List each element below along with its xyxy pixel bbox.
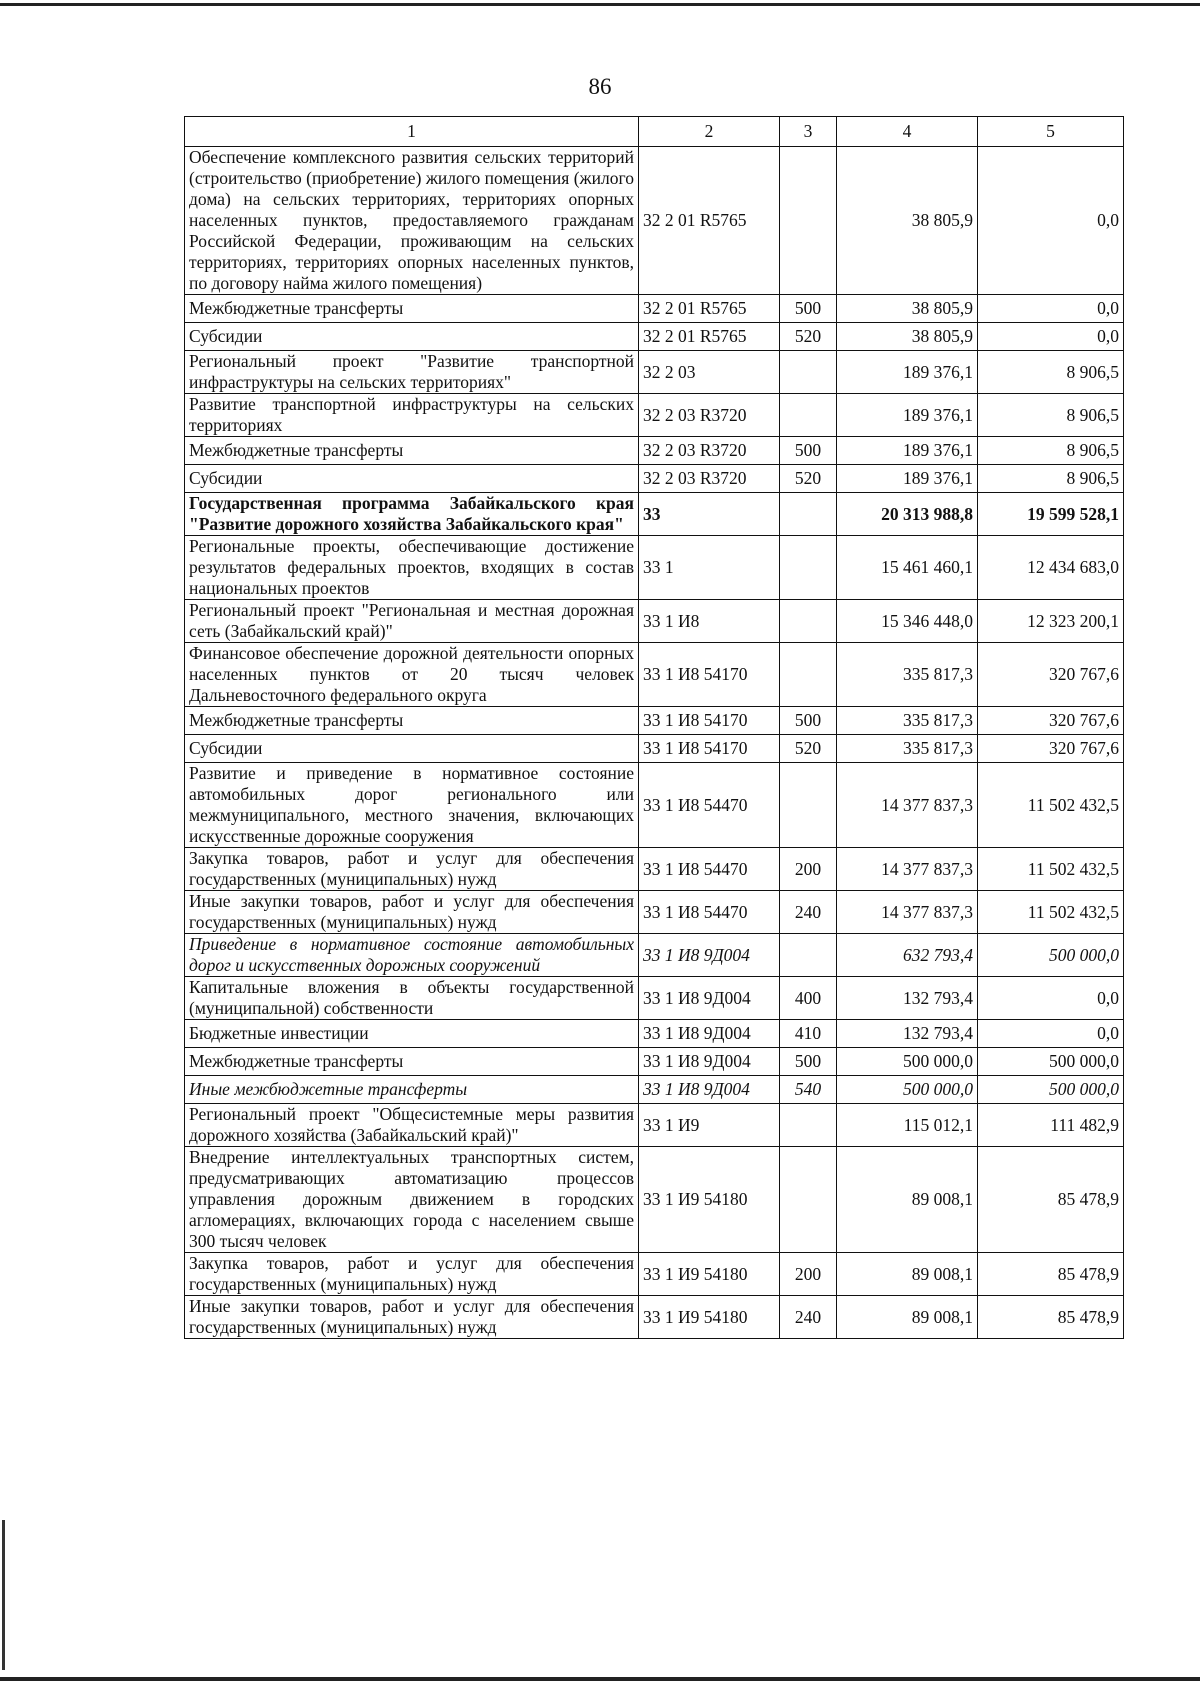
row-expense-type xyxy=(780,394,837,437)
row-name: Иные межбюджетные трансферты xyxy=(185,1076,639,1104)
row-expense-type: 200 xyxy=(780,1253,837,1296)
table-row xyxy=(185,1020,1124,1048)
row-amount-col5: 85 478,9 xyxy=(978,1296,1124,1339)
row-amount-col5: 8 906,5 xyxy=(978,351,1124,394)
row-name: Межбюджетные трансферты xyxy=(185,295,639,323)
table-row xyxy=(185,763,1124,848)
row-amount-col4: 20 313 988,8 xyxy=(837,493,978,536)
row-code: 33 1 И9 54180 xyxy=(639,1253,780,1296)
row-amount-col4: 89 008,1 xyxy=(837,1296,978,1339)
row-amount-col4: 500 000,0 xyxy=(837,1076,978,1104)
column-header-1: 1 xyxy=(185,117,639,147)
row-code: 32 2 01 R5765 xyxy=(639,323,780,351)
row-expense-type xyxy=(780,600,837,643)
row-expense-type: 520 xyxy=(780,735,837,763)
row-amount-col4: 500 000,0 xyxy=(837,1048,978,1076)
row-code: 33 1 И8 9Д004 xyxy=(639,1076,780,1104)
table-row xyxy=(185,977,1124,1020)
row-name: Субсидии xyxy=(185,323,639,351)
row-name: Региональный проект "Региональная и местная дорожная сеть (Забайкальский край)" xyxy=(185,600,639,643)
row-amount-col5: 19 599 528,1 xyxy=(978,493,1124,536)
row-code: 32 2 03 R3720 xyxy=(639,465,780,493)
table-row xyxy=(185,1048,1124,1076)
column-header-3: 3 xyxy=(780,117,837,147)
scan-top-border xyxy=(0,3,1200,6)
row-expense-type: 200 xyxy=(780,848,837,891)
table-row xyxy=(185,848,1124,891)
row-expense-type: 500 xyxy=(780,707,837,735)
row-amount-col4: 115 012,1 xyxy=(837,1104,978,1147)
table-row xyxy=(185,1076,1124,1104)
row-amount-col4: 14 377 837,3 xyxy=(837,848,978,891)
row-name: Межбюджетные трансферты xyxy=(185,437,639,465)
row-code: 33 1 И9 54180 xyxy=(639,1147,780,1253)
table-row xyxy=(185,147,1124,295)
row-code: 32 2 03 R3720 xyxy=(639,437,780,465)
row-amount-col4: 132 793,4 xyxy=(837,1020,978,1048)
row-amount-col4: 189 376,1 xyxy=(837,394,978,437)
row-name: Региональный проект "Общесистемные меры развития дорожного хозяйства (Забайкальский край)" xyxy=(185,1104,639,1147)
row-amount-col4: 38 805,9 xyxy=(837,295,978,323)
row-name: Иные закупки товаров, работ и услуг для обеспечения государственных (муниципальных) нужд xyxy=(185,891,639,934)
row-expense-type: 520 xyxy=(780,323,837,351)
row-name: Межбюджетные трансферты xyxy=(185,1048,639,1076)
row-code: 33 1 И8 54170 xyxy=(639,707,780,735)
table-row xyxy=(185,934,1124,977)
row-amount-col5: 85 478,9 xyxy=(978,1253,1124,1296)
row-code: 33 1 И8 9Д004 xyxy=(639,1020,780,1048)
row-amount-col5: 85 478,9 xyxy=(978,1147,1124,1253)
table-row xyxy=(185,536,1124,600)
row-code: 32 2 01 R5765 xyxy=(639,147,780,295)
row-amount-col4: 189 376,1 xyxy=(837,437,978,465)
row-expense-type xyxy=(780,1147,837,1253)
row-code: 32 2 03 R3720 xyxy=(639,394,780,437)
row-expense-type: 500 xyxy=(780,437,837,465)
table-header-row xyxy=(185,117,1124,147)
row-amount-col5: 111 482,9 xyxy=(978,1104,1124,1147)
row-expense-type: 540 xyxy=(780,1076,837,1104)
row-expense-type: 500 xyxy=(780,1048,837,1076)
column-header-4: 4 xyxy=(837,117,978,147)
row-amount-col5: 500 000,0 xyxy=(978,1076,1124,1104)
row-name: Субсидии xyxy=(185,465,639,493)
row-amount-col5: 320 767,6 xyxy=(978,643,1124,707)
table-row xyxy=(185,600,1124,643)
row-expense-type xyxy=(780,147,837,295)
table-row xyxy=(185,1296,1124,1339)
row-code: 33 1 И8 54470 xyxy=(639,848,780,891)
row-name: Региональный проект "Развитие транспортной инфраструктуры на сельских территориях" xyxy=(185,351,639,394)
row-name: Межбюджетные трансферты xyxy=(185,707,639,735)
table-row xyxy=(185,735,1124,763)
table-row xyxy=(185,465,1124,493)
row-expense-type: 520 xyxy=(780,465,837,493)
row-code: 33 1 И8 54470 xyxy=(639,763,780,848)
row-amount-col4: 632 793,4 xyxy=(837,934,978,977)
row-name: Финансовое обеспечение дорожной деятельности опорных населенных пунктов от 20 тысяч человек Дальневосточного федерального округа xyxy=(185,643,639,707)
table-row xyxy=(185,493,1124,536)
row-expense-type: 240 xyxy=(780,891,837,934)
row-amount-col5: 11 502 432,5 xyxy=(978,848,1124,891)
row-amount-col4: 335 817,3 xyxy=(837,707,978,735)
row-name: Обеспечение комплексного развития сельских территорий (строительство (приобретение) жилого помещения (жилого дома) на сельских территориях, территориях опорных населенных пунктов, предоставляемого гражданам Российской Федерации, проживающим на сельских территориях, территориях опорных населенных пунктов, по договору найма жилого помещения) xyxy=(185,147,639,295)
row-amount-col4: 89 008,1 xyxy=(837,1147,978,1253)
row-expense-type xyxy=(780,493,837,536)
row-expense-type: 240 xyxy=(780,1296,837,1339)
row-amount-col5: 320 767,6 xyxy=(978,735,1124,763)
row-expense-type: 410 xyxy=(780,1020,837,1048)
row-amount-col5: 0,0 xyxy=(978,295,1124,323)
row-code: 33 1 И8 54170 xyxy=(639,735,780,763)
row-name: Развитие транспортной инфраструктуры на сельских территориях xyxy=(185,394,639,437)
row-amount-col5: 12 323 200,1 xyxy=(978,600,1124,643)
row-code: 33 1 И8 9Д004 xyxy=(639,934,780,977)
column-header-2: 2 xyxy=(639,117,780,147)
row-name: Государственная программа Забайкальского края "Развитие дорожного хозяйства Забайкальского края" xyxy=(185,493,639,536)
row-code: 32 2 01 R5765 xyxy=(639,295,780,323)
row-name: Капитальные вложения в объекты государственной (муниципальной) собственности xyxy=(185,977,639,1020)
column-header-5: 5 xyxy=(978,117,1124,147)
row-expense-type xyxy=(780,536,837,600)
row-amount-col5: 0,0 xyxy=(978,323,1124,351)
row-amount-col5: 500 000,0 xyxy=(978,1048,1124,1076)
row-amount-col4: 38 805,9 xyxy=(837,323,978,351)
table-row xyxy=(185,891,1124,934)
row-amount-col4: 132 793,4 xyxy=(837,977,978,1020)
row-expense-type xyxy=(780,643,837,707)
budget-table xyxy=(184,116,1124,1339)
row-name: Бюджетные инвестиции xyxy=(185,1020,639,1048)
row-expense-type xyxy=(780,351,837,394)
table-row xyxy=(185,323,1124,351)
row-expense-type xyxy=(780,934,837,977)
row-amount-col4: 14 377 837,3 xyxy=(837,891,978,934)
row-code: 33 1 И8 9Д004 xyxy=(639,1048,780,1076)
table-row xyxy=(185,1253,1124,1296)
row-expense-type xyxy=(780,763,837,848)
row-amount-col5: 8 906,5 xyxy=(978,437,1124,465)
row-expense-type xyxy=(780,1104,837,1147)
row-code: 33 1 И9 54180 xyxy=(639,1296,780,1339)
row-code: 33 1 xyxy=(639,536,780,600)
row-amount-col5: 8 906,5 xyxy=(978,394,1124,437)
row-code: 33 1 И8 xyxy=(639,600,780,643)
table-row xyxy=(185,707,1124,735)
row-amount-col4: 189 376,1 xyxy=(837,465,978,493)
row-name: Региональные проекты, обеспечивающие достижение результатов федеральных проектов, входящих в состав национальных проектов xyxy=(185,536,639,600)
row-amount-col5: 8 906,5 xyxy=(978,465,1124,493)
row-amount-col4: 335 817,3 xyxy=(837,643,978,707)
row-code: 32 2 03 xyxy=(639,351,780,394)
row-code: 33 1 И8 54470 xyxy=(639,891,780,934)
row-amount-col5: 0,0 xyxy=(978,977,1124,1020)
row-code: 33 1 И8 54170 xyxy=(639,643,780,707)
row-name: Развитие и приведение в нормативное состояние автомобильных дорог регионального или межмуниципального, местного значения, включающих искусственные дорожные сооружения xyxy=(185,763,639,848)
row-name: Закупка товаров, работ и услуг для обеспечения государственных (муниципальных) нужд xyxy=(185,848,639,891)
row-code: 33 1 И9 xyxy=(639,1104,780,1147)
row-amount-col5: 0,0 xyxy=(978,147,1124,295)
row-amount-col5: 11 502 432,5 xyxy=(978,763,1124,848)
row-name: Внедрение интеллектуальных транспортных систем, предусматривающих автоматизацию процессов управления дорожным движением в городских агломерациях, включающих города с населением свыше 300 тысяч человек xyxy=(185,1147,639,1253)
row-amount-col5: 11 502 432,5 xyxy=(978,891,1124,934)
row-amount-col5: 320 767,6 xyxy=(978,707,1124,735)
table-row xyxy=(185,295,1124,323)
row-name: Иные закупки товаров, работ и услуг для обеспечения государственных (муниципальных) нужд xyxy=(185,1296,639,1339)
row-code: 33 1 И8 9Д004 xyxy=(639,977,780,1020)
scan-bottom-border xyxy=(0,1677,1200,1681)
table-row xyxy=(185,1104,1124,1147)
row-expense-type: 400 xyxy=(780,977,837,1020)
table-row xyxy=(185,437,1124,465)
page-number: 86 xyxy=(588,74,612,99)
table-row xyxy=(185,1147,1124,1253)
row-amount-col4: 89 008,1 xyxy=(837,1253,978,1296)
row-amount-col5: 12 434 683,0 xyxy=(978,536,1124,600)
row-amount-col4: 335 817,3 xyxy=(837,735,978,763)
row-name: Приведение в нормативное состояние автомобильных дорог и искусственных дорожных сооружений xyxy=(185,934,639,977)
table-row xyxy=(185,643,1124,707)
row-amount-col5: 0,0 xyxy=(978,1020,1124,1048)
row-code: 33 xyxy=(639,493,780,536)
scan-left-edge-mark xyxy=(2,1520,5,1670)
row-amount-col4: 14 377 837,3 xyxy=(837,763,978,848)
row-amount-col5: 500 000,0 xyxy=(978,934,1124,977)
table-row xyxy=(185,351,1124,394)
row-amount-col4: 189 376,1 xyxy=(837,351,978,394)
row-name: Закупка товаров, работ и услуг для обеспечения государственных (муниципальных) нужд xyxy=(185,1253,639,1296)
table-row xyxy=(185,394,1124,437)
row-amount-col4: 15 346 448,0 xyxy=(837,600,978,643)
row-name: Субсидии xyxy=(185,735,639,763)
row-amount-col4: 38 805,9 xyxy=(837,147,978,295)
row-amount-col4: 15 461 460,1 xyxy=(837,536,978,600)
row-expense-type: 500 xyxy=(780,295,837,323)
